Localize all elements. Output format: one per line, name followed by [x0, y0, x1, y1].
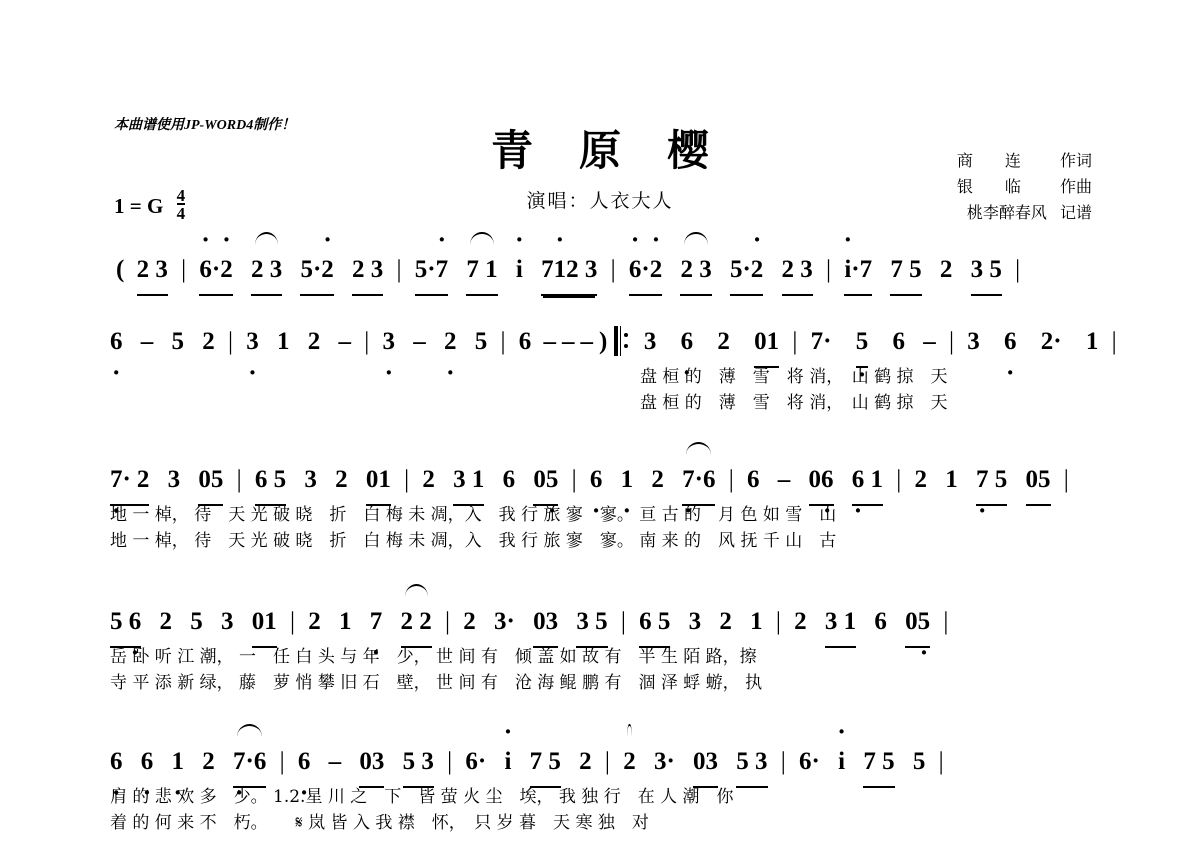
- barline: |: [938, 748, 944, 775]
- note: 1: [750, 608, 763, 635]
- barline: |: [826, 256, 832, 283]
- note: 6 ·: [298, 740, 311, 784]
- page-title: 青原樱: [490, 126, 755, 175]
- note-group: 05: [1026, 458, 1051, 506]
- note-group: 06 ·: [809, 458, 834, 506]
- notation-line-5: 6 · 6 · 1 · 2 7 ··6 | 6 · – 03 5 3 | 6· i · 7 5 2 | 2 3· 03 5 3 | 6· i · 7 5 5 |: [110, 740, 1095, 784]
- note: 2: [1040, 328, 1054, 355]
- key-signature-text: 1 = G: [114, 194, 164, 218]
- credit-name-transcriber: 桃李醉春风: [966, 203, 1047, 222]
- note: 6 ·: [1004, 320, 1017, 364]
- credit-name-composer: 银 临: [956, 177, 1021, 196]
- barline: |: [279, 748, 285, 775]
- note: 6 ·: [590, 458, 603, 502]
- note: 2: [579, 748, 592, 775]
- credit-role-lyricist: 作词: [1059, 151, 1092, 170]
- note-group: 03: [693, 740, 718, 788]
- note: 6: [465, 748, 478, 775]
- note: 3: [643, 328, 657, 355]
- note: 3: [967, 328, 980, 355]
- credit-role-transcriber: 记谱: [1059, 203, 1092, 222]
- note: 2: [794, 608, 807, 635]
- note-group: 2 3: [251, 248, 282, 296]
- note-group: 5 3: [403, 740, 434, 788]
- note: 5: [190, 608, 203, 635]
- credit-row-composer: [957, 174, 1092, 200]
- barline: |: [1111, 328, 1117, 355]
- note: 6 ·: [141, 740, 154, 784]
- credit-row-lyricist: [957, 148, 1092, 174]
- note-group: 7 5: [863, 740, 894, 788]
- note: 2: [202, 328, 215, 355]
- barline: |: [775, 608, 781, 635]
- note: 2: [939, 256, 953, 283]
- note-group: 7 ··6: [682, 458, 715, 506]
- barline: |: [445, 608, 451, 635]
- note: 1: [277, 328, 290, 355]
- barline: |: [792, 328, 798, 355]
- note-group: 6 ··2 ·: [199, 248, 232, 296]
- note-group: 3 5: [576, 600, 607, 648]
- note: 3: [494, 608, 507, 635]
- credit-role-composer: 作曲: [1059, 177, 1092, 196]
- note: 3: [167, 466, 181, 493]
- note: 3: [653, 748, 667, 775]
- note-group: 2 3: [352, 248, 383, 296]
- note: 2: [651, 466, 664, 493]
- note: i ·: [838, 740, 845, 784]
- note: 2: [159, 608, 172, 635]
- notation-line-3: 7 ·· 2 3 05 | 6 5 3 2 01 | 2 3 1 6 05 · | 6 · 1 · 2 7 ··6 | 6 – 06 · 6 · 1 | 2 1 7 · 5 05 |: [110, 458, 1095, 502]
- note-group: 05 ·: [905, 600, 930, 648]
- notation-line-2: 6 · – 5 2 | 3 · 1 2 – | 3 · – 2 · 5 | 6 – – – ) 3 6 · 2 01 | 7· 5 · 6 – | 3 6 · 2· 1 |: [110, 320, 1095, 364]
- time-signature: [177, 188, 186, 221]
- barline: |: [228, 328, 234, 355]
- barline: |: [364, 328, 370, 355]
- system-4: [110, 600, 1095, 696]
- barline: |: [500, 328, 506, 355]
- note-group: 7 5: [530, 740, 561, 788]
- barline: |: [236, 466, 242, 493]
- note-group: 05: [198, 458, 223, 506]
- note-group: 71 ·2 3: [541, 248, 597, 296]
- note-group: 01: [252, 600, 277, 648]
- note-group: 5·2 ·: [300, 248, 333, 296]
- barline: |: [396, 256, 402, 283]
- singer-label: 演唱：人衣大人: [526, 190, 674, 212]
- note: i ·: [504, 740, 511, 784]
- credit-row-transcriber: [957, 200, 1092, 226]
- note: 6: [518, 328, 532, 355]
- note: 2: [623, 740, 636, 784]
- lyric-line-verse2: 寺 平 添 新 绿， 藤 萝 悄 攀 旧 石 壁， 世 间 有 沧 海 鲲 鹏 有 涸 泽 蜉 蝣， 执: [110, 673, 763, 693]
- note: 1: [339, 608, 352, 635]
- note: 1: [945, 466, 958, 493]
- credits: [957, 148, 1092, 226]
- note-group: 5 6 ·: [110, 600, 141, 648]
- lyric-line-verse1: 盘 桓 的 薄 雪 将 消， 山 鹤 掠 天: [640, 367, 948, 387]
- note: 2: [463, 608, 476, 635]
- note-group: 03: [533, 600, 558, 648]
- barline: |: [780, 748, 786, 775]
- note: 2: [202, 748, 215, 775]
- system-1: [110, 248, 1095, 292]
- note: i ·: [516, 248, 523, 292]
- note: 2: [307, 328, 321, 355]
- note-group: 6 5: [639, 600, 670, 648]
- note: 6: [502, 466, 516, 493]
- note: 5: [912, 748, 926, 775]
- note: 7: [810, 328, 824, 355]
- note: 6 ·: [681, 320, 694, 364]
- note-group: 5 3: [736, 740, 767, 788]
- barline: |: [943, 608, 949, 635]
- barline: |: [728, 466, 734, 493]
- system-5: [110, 740, 1095, 836]
- note: 3 ·: [246, 320, 259, 364]
- note-group: 01: [366, 458, 391, 506]
- note-group: 2 3: [137, 248, 168, 296]
- barline: |: [290, 608, 296, 635]
- barline: |: [1063, 466, 1069, 493]
- barline: |: [948, 328, 954, 355]
- notation-line-1: ( 2 3 | 6 ··2 · 2 3 5·2 · 2 3 | 5·7 · 7 1 i · 71 ·2 3 | 6 ··2 · 2 3 5·2 · 2 3 | i ··7 7 5 2 3 5 |: [110, 248, 1095, 292]
- note-group: 3 1: [453, 458, 484, 506]
- note-group: 7 ··6: [233, 740, 266, 788]
- key-signature: [114, 188, 185, 221]
- note: 3: [688, 608, 702, 635]
- note: 3: [221, 608, 234, 635]
- note: 6: [874, 608, 887, 635]
- note-group: 7 5: [890, 248, 921, 296]
- lyric-line-verse2: 着 的 何 来 不 朽。 𝄋 岚 皆 入 我 襟 怀， 只 岁 暮 天 寒 独 对: [110, 813, 649, 833]
- barline: |: [404, 466, 410, 493]
- note-group: 6 ··2 ·: [629, 248, 662, 296]
- lyric-line-verse1: 地 一 棹， 待 天 光 破 晓 折 白 梅 未 凋，入 我 行 旅 寥 寥。 亘 古 的 月 色 如 雪 山: [110, 505, 837, 525]
- note-group: 6 5: [255, 458, 286, 506]
- note-group: i ··7: [844, 248, 872, 296]
- note: 1: [1085, 328, 1099, 355]
- lyric-line-verse2: 盘 桓 的 薄 雪 将 消， 山 鹤 掠 天: [640, 393, 948, 413]
- notation-line-4: 5 6 · 2 5 3 01 | 2 1 7 · 2 2 | 2 3· 03 3 5 | 6 5 3 2 1 | 2 3 1 6 05 · |: [110, 600, 1095, 644]
- note-group: 5·2 ·: [730, 248, 763, 296]
- barline: |: [1015, 256, 1021, 283]
- note: 5 ·: [856, 320, 869, 368]
- time-signature-denominator: 4: [176, 204, 186, 223]
- note: 2: [335, 466, 348, 493]
- note: 6 ·: [110, 740, 123, 784]
- note-group: 03: [359, 740, 384, 788]
- barline: |: [571, 466, 577, 493]
- note: 1 ·: [621, 458, 634, 502]
- note: 2: [717, 328, 730, 355]
- note: 2: [308, 608, 321, 635]
- note: 6 ·: [110, 320, 123, 364]
- barline: |: [610, 256, 616, 283]
- lyric-line-verse1: 肩 的 悲 欢 多 少。 1.2.星 川 之 下 皆 萤 火 尘 埃， 我 独 行 在 人 潮 你: [110, 787, 734, 807]
- note: 5: [171, 328, 184, 355]
- note: 2: [914, 466, 928, 493]
- note-group: 7 · 5: [976, 458, 1007, 506]
- note-group: 05 ·: [533, 458, 558, 506]
- note-group: 2 3: [680, 248, 711, 296]
- note: 1 ·: [172, 740, 185, 784]
- system-2: [110, 320, 1117, 416]
- note: 6: [892, 328, 905, 355]
- note-group: 6 · 1: [852, 458, 883, 506]
- note-group: 2 3: [782, 248, 813, 296]
- barline: |: [181, 256, 187, 283]
- note: 2 ·: [444, 320, 457, 364]
- note: 3: [304, 466, 317, 493]
- credit-name-lyricist: 商 连: [956, 151, 1021, 170]
- maker-note: 本曲谱使用JP-WORD4制作！: [114, 118, 296, 133]
- time-signature-numerator: 4: [176, 186, 186, 205]
- note: 5: [474, 328, 488, 355]
- note-group: 5·7 ·: [415, 248, 448, 296]
- note-group: 7 ·· 2: [110, 458, 149, 506]
- note-group: 3 1: [825, 600, 856, 648]
- barline: |: [447, 748, 453, 775]
- note-group: 01: [754, 320, 779, 368]
- note: 7 ·: [370, 600, 383, 644]
- note: 6: [747, 466, 760, 493]
- lyric-line-verse2: 地 一 棹， 待 天 光 破 晓 折 白 梅 未 凋，入 我 行 旅 寥 寥。 南 来 的 风 抚 千 山 古: [110, 531, 837, 551]
- note: 6: [799, 748, 812, 775]
- barline: |: [604, 748, 610, 775]
- note-group: 2 2: [401, 600, 432, 648]
- system-3: [110, 458, 1095, 554]
- barline: |: [620, 608, 626, 635]
- note-group: 3 5: [971, 248, 1002, 296]
- repeat-start-barline: [614, 326, 626, 356]
- note-group: 7 1: [466, 248, 497, 296]
- note: 3 ·: [383, 320, 396, 364]
- note: 2: [422, 466, 435, 493]
- barline: |: [896, 466, 902, 493]
- note: 2: [719, 608, 732, 635]
- lyric-line-verse1: 岳 卧 听 江 潮， 一 任 白 头 与 年 少， 世 间 有 倾 盖 如 故 有 半 生 陌 路，擦: [110, 647, 757, 667]
